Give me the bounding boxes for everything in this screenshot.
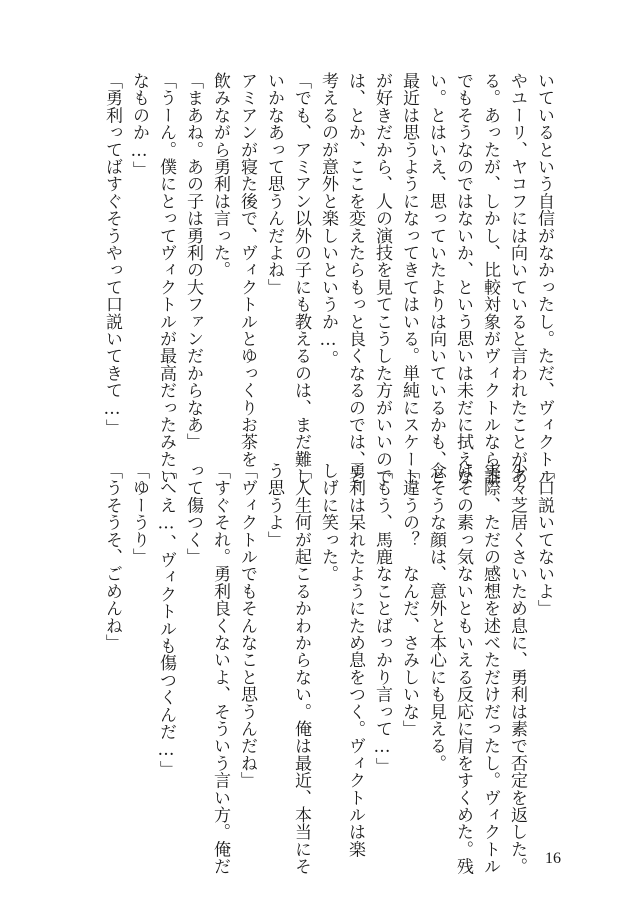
upper-text-block	[98, 72, 557, 485]
text-line: 「もう、馬鹿なことばっかり言って…」	[372, 462, 392, 775]
text-line: 「ヴィクトルでもそんなこと思うんだね」	[237, 462, 257, 789]
text-line: が好きだから、人の演技を見てこうした方がいいので	[372, 72, 392, 485]
text-line: は、とか、ここを変えたらもっと良くなるのでは、と	[345, 72, 365, 485]
text-line: やユーリ、ヤコフには向いていると言われたことがあ	[507, 72, 527, 485]
text-line: 考えるのが意外と楽しいというか…。	[318, 72, 338, 368]
text-line: いかなあって思うんだよね」	[264, 72, 284, 296]
text-line: 念そうな顔は、意外と本心にも見える。	[426, 462, 446, 772]
text-line: でもそうなのではないか、という思いは未だに拭えな	[453, 72, 473, 485]
text-line: 実際、ただの感想を述べただけだったし。ヴィクトル	[480, 462, 500, 875]
text-line: いているという自信がなかったし。ただ、ヴィクトル	[534, 72, 554, 485]
text-line: い。とはいえ、思っていたよりは向いているかも、と	[426, 72, 446, 485]
text-line: 「勇利ってばすぐそうやって口説いてきて…」	[102, 72, 122, 437]
text-line: 「へえ…、ヴィクトルも傷つくんだ…」	[156, 462, 176, 778]
text-line: 「うーん。僕にとってヴィクトルが最高だったみたい	[156, 72, 176, 485]
text-line: 「人生何が起こるかわからない。俺は最近、本当にそ	[291, 462, 311, 875]
text-line: 「まあね。あの子は勇利の大ファンだからなあ」	[183, 72, 203, 451]
text-line: 最近は思うようになってきてはいる。単純にスケート	[399, 72, 419, 485]
text-line: 勇利は呆れたようにため息をつく。ヴィクトルは楽	[345, 462, 365, 858]
text-line: はその素っ気ないともいえる反応に肩をすくめた。残	[453, 462, 473, 875]
text-line: なものか…」	[129, 72, 149, 179]
text-line: 「すぐそれ。勇利良くないよ、そういう言い方。俺だ	[210, 462, 230, 875]
text-line: アミアンが寝た後で、ヴィクトルとゆっくりお茶を	[237, 72, 257, 468]
text-line: 「でも、アミアン以外の子にも教えるのは、まだ難し	[291, 72, 311, 485]
text-line: 「違うの？ なんだ、さみしいな」	[399, 462, 419, 738]
text-line: 「口説いてないよ」	[534, 462, 554, 617]
text-line: しげに笑った。	[318, 462, 338, 583]
text-line: 「うそうそ、ごめんね」	[102, 462, 122, 652]
text-line: 「ゆーうり」	[129, 462, 149, 566]
text-line: 飲みながら勇利は言った。	[210, 72, 230, 279]
text-line: 少々芝居くさいため息に、勇利は素で否定を返した。	[507, 462, 527, 875]
text-line: る。あったが、しかし、比較対象がヴィクトルなら誰	[480, 72, 500, 485]
text-line: う思うよ」	[264, 462, 284, 548]
page-number: 16	[545, 850, 561, 867]
text-line: って傷つく」	[183, 462, 203, 566]
